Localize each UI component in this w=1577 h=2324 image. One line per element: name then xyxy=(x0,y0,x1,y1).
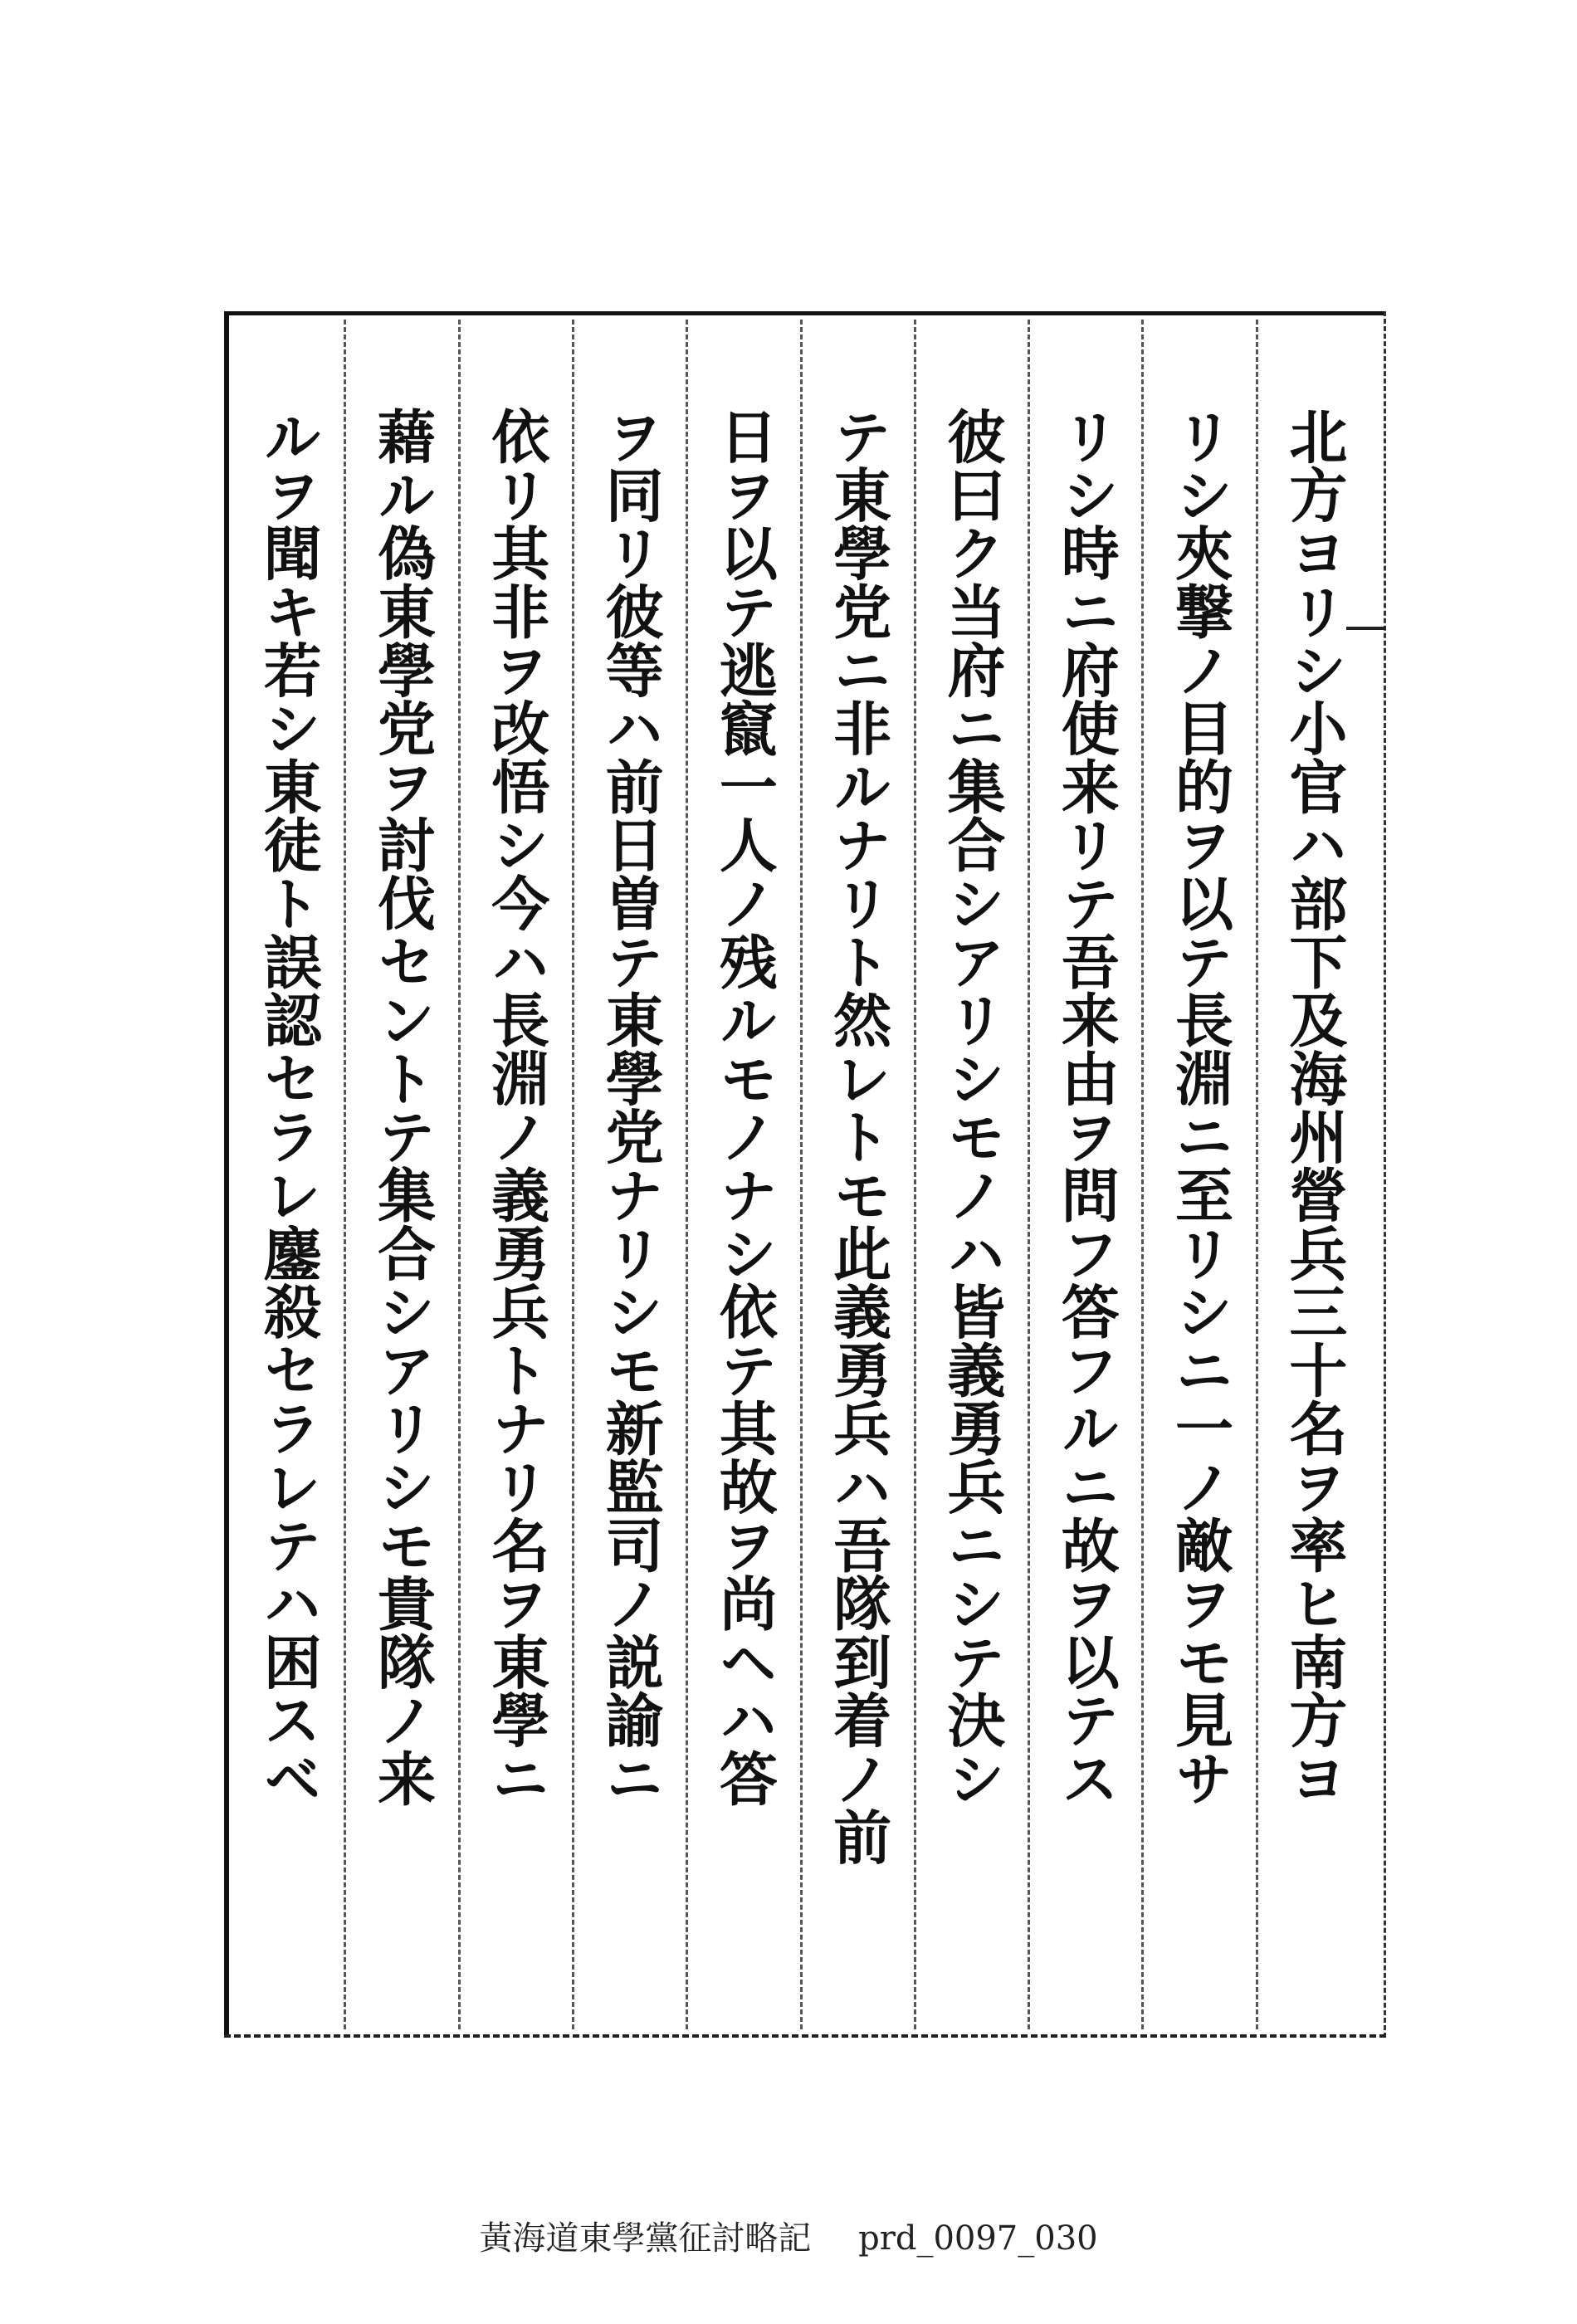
text-column-1 xyxy=(1258,320,1370,2029)
bottom-rule xyxy=(224,2034,1386,2038)
page-footer xyxy=(0,2212,1577,2259)
text-column-7 xyxy=(574,320,688,2029)
column-text: ルヲ聞キ若シ東徒ト誤認セラレ鏖殺セラレテハ困スベ xyxy=(254,407,324,1808)
text-columns xyxy=(232,320,1370,2029)
footer-title: 黃海道東學黨征討略記 xyxy=(479,2219,812,2258)
text-column-10 xyxy=(232,320,346,2029)
text-column-6 xyxy=(688,320,802,2029)
text-column-3 xyxy=(1030,320,1144,2029)
footer-code: prd_0097_030 xyxy=(858,2219,1098,2258)
column-text: 日ヲ以テ逃竄一人ノ残ルモノナシ依テ其故ヲ尚ヘハ答 xyxy=(710,407,779,1808)
column-text: ヲ同リ彼等ハ前日曽テ東學党ナリシモ新監司ノ説諭ニ xyxy=(596,407,666,1808)
column-text: テ東學党ニ非ルナリト然レトモ此義勇兵ハ吾隊到着ノ前 xyxy=(823,407,893,1866)
top-rule xyxy=(224,311,1386,315)
text-column-8 xyxy=(461,320,574,2029)
column-text: 北方ヨリシ小官ハ部下及海州營兵三十名ヲ率ヒ南方ヨ xyxy=(1279,407,1349,1808)
text-column-9 xyxy=(346,320,460,2029)
manuscript-page xyxy=(224,311,1378,2038)
column-text: リシ夾撃ノ目的ヲ以テ長淵ニ至リシニ一ノ敵ヲモ見サ xyxy=(1165,407,1235,1808)
column-text: 彼曰ク当府ニ集合シアリシモノハ皆義勇兵ニシテ決シ xyxy=(937,407,1007,1808)
column-text: 藉ル偽東學党ヲ討伐セントテ集合シアリシモ貴隊ノ来 xyxy=(368,407,437,1808)
text-column-5 xyxy=(803,320,916,2029)
text-column-2 xyxy=(1144,320,1257,2029)
text-column-4 xyxy=(916,320,1030,2029)
column-text: リシ時ニ府使来リテ吾来由ヲ問フ答フルニ故ヲ以テス xyxy=(1052,407,1121,1808)
column-text: 依リ其非ヲ改悟シ今ハ長淵ノ義勇兵トナリ名ヲ東學ニ xyxy=(481,407,551,1808)
left-rule xyxy=(224,311,229,2038)
right-rule xyxy=(1384,311,1386,2038)
